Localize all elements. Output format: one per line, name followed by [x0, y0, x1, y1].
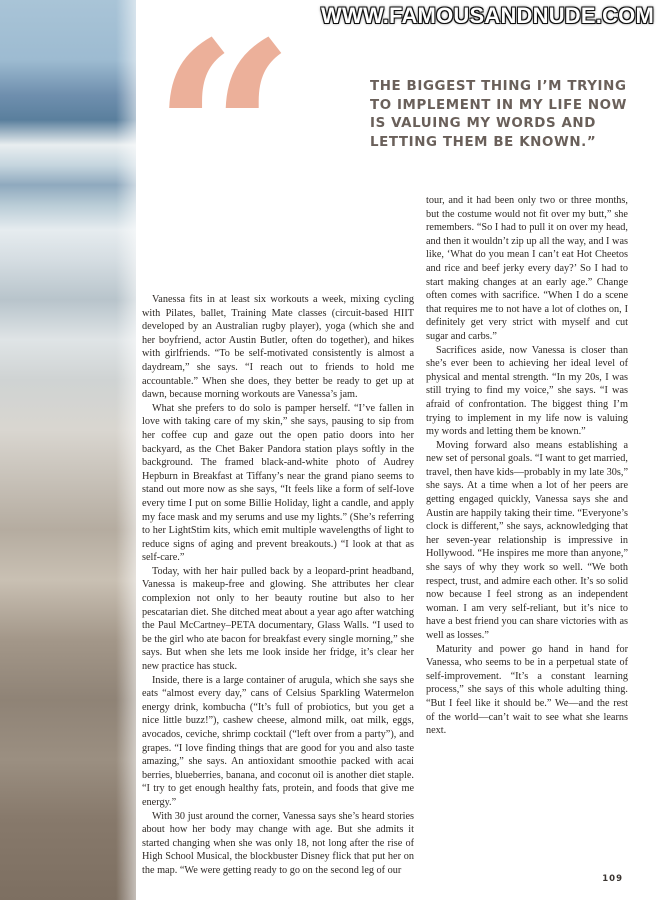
paragraph: Inside, there is a large container of arugula, which she says she eats “almost every day,” cans of Celsius Sparkling Watermelon energy drink, kombucha (“It’s full of probiotics, but you get a nice little buzz!”), cashew cheese, almond milk, oat milk, eggs, avocados, ceviche, shrimp cocktail (“left over from a party”), and grapes. “I love finding things that are good for you and also taste amazing,” she says. An antioxidant smoothie packed with acai berries, blueberries, banana, and coconut oil is another diet staple. “I try to get enough healthy fats, protein, and foods that give me energy.” [142, 674, 414, 808]
article-column-right [426, 194, 628, 738]
paragraph: Today, with her hair pulled back by a leopard-print headband, Vanessa is makeup-free and glowing. She attributes her clear complexion not only to her beauty routine but also to her pescatarian diet. She ditched meat about a year ago after watching the Paul McCartney–PETA documentary, Glass Walls. “I used to be the girl who ate bacon for breakfast every single morning,” she says. But when she lets me look inside her fridge, it’s clear her new practice has stuck. [142, 565, 414, 673]
watermark: WWW.FAMOUSANDNUDE.COM [321, 3, 654, 28]
paragraph: Sacrifices aside, now Vanessa is closer than she’s ever been to achieving her ideal level of physical and mental strength. “In my 20s, I was still trying to find my voice,” she says. “I was afraid of confrontation. The biggest thing I’m trying to implement in my life now is valuing my words and letting them be known.” [426, 344, 628, 438]
paragraph: Vanessa fits in at least six workouts a week, mixing cycling with Pilates, ballet, Training Mate classes (circuit-based HIIT developed by an Australian rugby player), yoga (which she and her boyfriend, actor Austin Butler, often do together), and hikes with girlfriends. “To be self-motivated consistently is almost a daydream,” she says. “I reach out to friends to hold me accountable.” When she does, they better be ready to get up at dawn, because morning workouts are Vanessa’s jam. [142, 294, 414, 401]
paragraph: What she prefers to do solo is pamper herself. “I’ve fallen in love with taking care of my skin,” she says, pausing to sip from her coffee cup and gaze out the open patio doors into her backyard, as the Chet Baker Pandora station plays softly in the background. The framed black-and-white photo of Audrey Hepburn in Breakfast at Tiffany’s near the grand piano seems to stand out more now as she says, “It feels like a form of self-love every time I put on some Billie Holiday, light a candle, and apply my face mask and my serums and use my lights.” (She’s referring to her LightStim kits, which emit multiple wavelengths of light to reduce signs of aging and prevent breakouts.) “I look at that as self-care.” [142, 402, 414, 564]
beach-photo [0, 0, 136, 900]
pull-quote: THE BIGGEST THING I’M TRYING TO IMPLEMENT IN MY LIFE NOW IS VALUING MY WORDS AND LETTING THEM BE KNOWN.” [370, 79, 628, 150]
paragraph: With 30 just around the corner, Vanessa says she’s heard stories about how her body may change with age. But she admits it started changing when she was only 18, not long after the rise of High School Musical, the blockbuster Disney flick that put her on the map. “We were getting ready to go on the second leg of our [142, 810, 414, 876]
paragraph: tour, and it had been only two or three months, but the costume would not fit over my butt,” she remembers. “So I had to pull it on over my head, and then it wouldn’t zip up all the way, and I was like, ‘What do you mean I can’t eat Hot Cheetos and rice and beef jerky every day?’ So I had to start making changes at an early age.” Change often comes with sacrifice. “When I do a scene that requires me to not have a lot of clothes on, I definitely get very strict with myself and cut sugar and carbs.” [426, 195, 628, 342]
paragraph: Maturity and power go hand in hand for Vanessa, who seems to be in a perpetual state of self-improvement. “It’s a constant learning process,” she says of this whole adulting thing. “But I feel like it should be.” We—and the rest of the world—can’t wait to see what she learns next. [426, 643, 628, 737]
page-number: 109 [602, 874, 623, 884]
article-column-left [142, 293, 414, 878]
quote-mark-icon: “ [152, 34, 282, 184]
paragraph: Moving forward also means establishing a new set of personal goals. “I want to get married, travel, then have kids—probably in my late 30s,” she says. At a time when a lot of her peers are getting engaged quickly, Vanessa says she and Austin are happily taking their time. “Everyone’s clock is different,” she says, acknowledging that her seven-year relationship is impressive in Hollywood. “He inspires me more than anyone,” she says of why they work so well. “We both respect, trust, and admire each other. It’s so solid now because I feel strong as an independent woman. I am very self-reliant, but it’s nice to have a best friend you can share victories with as well as losses.” [426, 439, 628, 641]
